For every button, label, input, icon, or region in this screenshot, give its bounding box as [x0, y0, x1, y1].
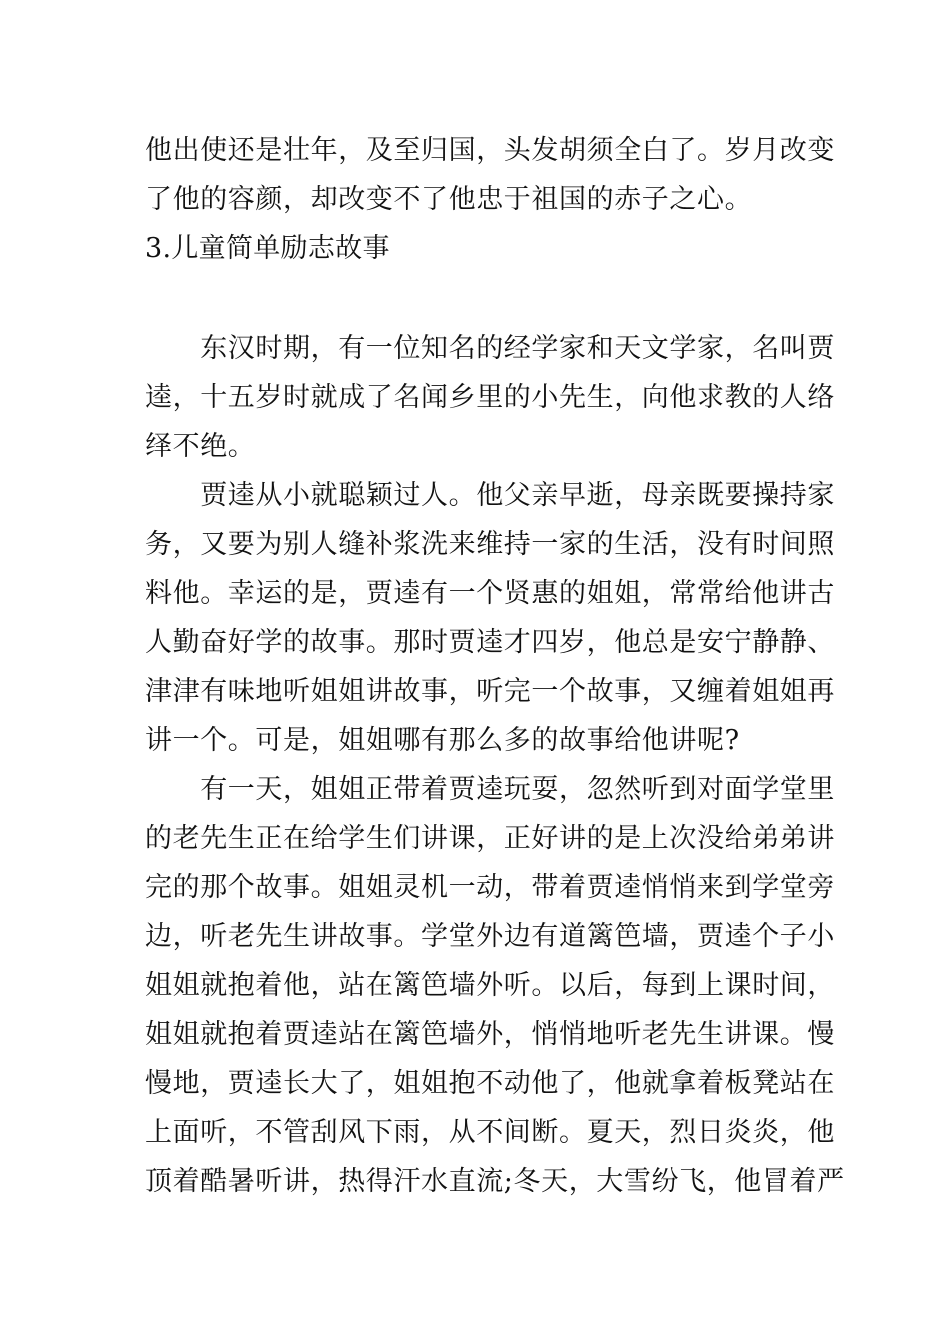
- text-line: 有一天，姐姐正带着贾逵玩耍，忽然听到对面学堂里: [145, 774, 835, 805]
- text-line: 贾逵从小就聪颖过人。他父亲早逝，母亲既要操持家: [145, 480, 835, 511]
- text-line: 慢地，贾逵长大了，姐姐抱不动他了，他就拿着板凳站在: [145, 1068, 835, 1099]
- text-line: 完的那个故事。姐姐灵机一动，带着贾逵悄悄来到学堂旁: [145, 872, 835, 903]
- text-line: 东汉时期，有一位知名的经学家和天文学家，名叫贾: [145, 333, 835, 364]
- text-line: 姐姐就抱着他，站在篱笆墙外听。以后，每到上课时间，: [145, 970, 835, 1001]
- text-line: 姐姐就抱着贾逵站在篱笆墙外，悄悄地听老先生讲课。慢: [145, 1019, 835, 1050]
- text-line: 讲一个。可是，姐姐哪有那么多的故事给他讲呢?: [145, 725, 740, 756]
- section-heading: 3.儿童简单励志故事: [145, 233, 390, 264]
- text-line: 津津有味地听姐姐讲故事，听完一个故事，又缠着姐姐再: [145, 676, 835, 707]
- text-line: 绎不绝。: [145, 431, 256, 462]
- text-line: 务，又要为别人缝补浆洗来维持一家的生活，没有时间照: [145, 529, 835, 560]
- text-line: 逵，十五岁时就成了名闻乡里的小先生，向他求教的人络: [145, 382, 835, 413]
- text-line: 了他的容颜，却改变不了他忠于祖国的赤子之心。: [145, 184, 753, 215]
- text-line: 边，听老先生讲故事。学堂外边有道篱笆墙，贾逵个子小: [145, 921, 835, 952]
- text-line: 他出使还是壮年，及至归国，头发胡须全白了。岁月改变: [145, 135, 835, 166]
- text-line: 上面听，不管刮风下雨，从不间断。夏天，烈日炎炎，他: [145, 1117, 835, 1148]
- text-line: 人勤奋好学的故事。那时贾逵才四岁，他总是安宁静静、: [145, 627, 835, 658]
- text-line: 顶着酷暑听讲，热得汗水直流;冬天，大雪纷飞，他冒着严: [145, 1166, 845, 1197]
- text-line: 料他。幸运的是，贾逵有一个贤惠的姐姐，常常给他讲古: [145, 578, 835, 609]
- text-line: 的老先生正在给学生们讲课，正好讲的是上次没给弟弟讲: [145, 823, 835, 854]
